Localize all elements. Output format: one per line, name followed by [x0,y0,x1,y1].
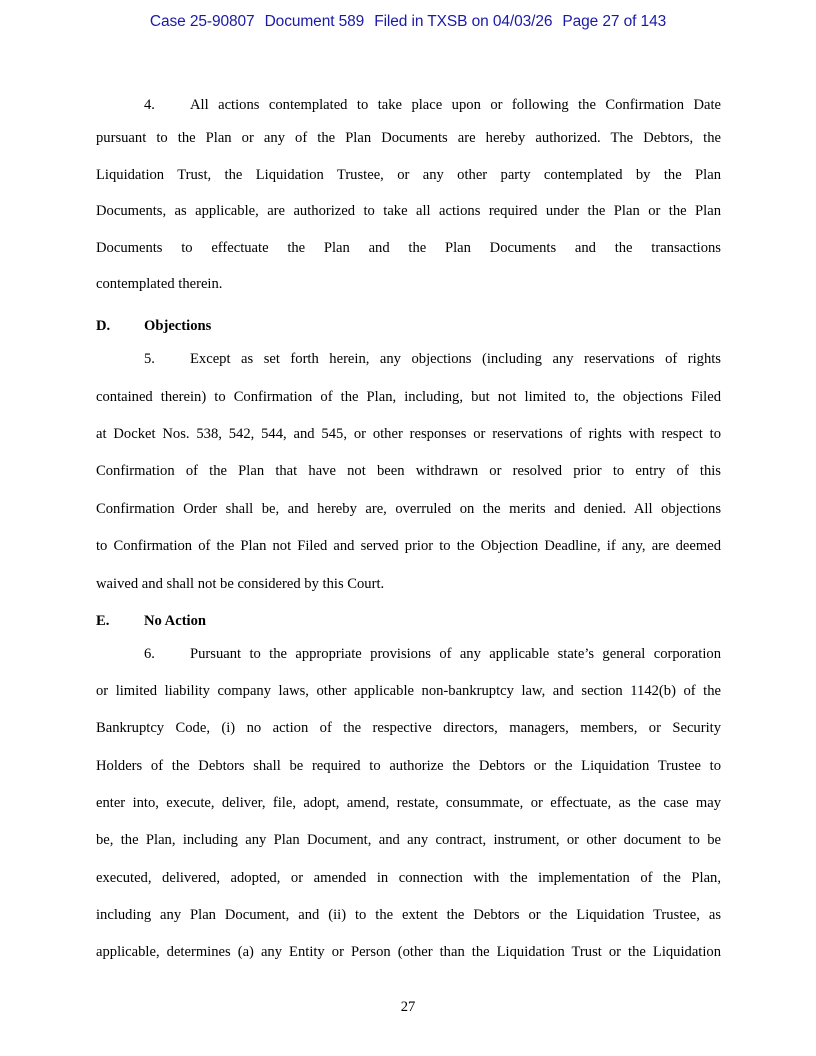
section-letter: E. [96,613,110,629]
paragraph-line: Pursuant to the appropriate provisions of any applicable state’s general corporation [190,646,721,662]
paragraph-line: contained therein) to Confirmation of the Plan, including, but not limited to, the objections Filed [96,389,721,405]
paragraph-line: Documents to effectuate the Plan and the Plan Documents and the transactions [96,240,721,256]
paragraph-line: All actions contemplated to take place upon or following the Confirmation Date [190,97,721,113]
paragraph-line: Confirmation of the Plan that have not been withdrawn or resolved prior to entry of this [96,463,721,479]
paragraph-line: be, the Plan, including any Plan Document, and any contract, instrument, or other document to be [96,832,721,848]
paragraph-line: including any Plan Document, and (ii) to the extent the Debtors or the Liquidation Trustee, as [96,907,721,923]
paragraph-line: pursuant to the Plan or any of the Plan Documents are hereby authorized. The Debtors, the [96,130,721,146]
paragraph-line: Except as set forth herein, any objections (including any reservations of rights [190,351,721,367]
paragraph-line: contemplated therein. [96,276,223,292]
case-number: Case 25-90807 [149,13,255,30]
section-title: Objections [144,318,212,334]
paragraph-line: to Confirmation of the Plan not Filed and served prior to the Objection Deadline, if any, are deemed [96,538,721,554]
page-info: Page 27 of 143 [562,13,667,30]
paragraph-line: executed, delivered, adopted, or amended in connection with the implementation of the Plan, [96,870,721,886]
paragraph-line: Confirmation Order shall be, and hereby are, overruled on the merits and denied. All objections [96,501,721,517]
filed-info: Filed in TXSB on 04/03/26 [374,13,553,30]
paragraph-line: Documents, as applicable, are authorized to take all actions required under the Plan or the Plan [96,203,721,219]
paragraph-line: enter into, execute, deliver, file, adopt, amend, restate, consummate, or effectuate, as the case may [96,795,721,811]
page-number: 27 [400,999,416,1015]
paragraph-line: Bankruptcy Code, (i) no action of the respective directors, managers, members, or Security [96,720,721,736]
section-title: No Action [144,613,207,629]
paragraph-line: Holders of the Debtors shall be required to authorize the Debtors or the Liquidation Trustee to [96,758,721,774]
paragraph-line: at Docket Nos. 538, 542, 544, and 545, or other responses or reservations of rights with respect to [96,426,721,442]
section-letter: D. [96,318,111,334]
court-filing-header [0,13,816,31]
paragraph-number: 5. [144,351,155,367]
document-number: Document 589 [264,13,365,30]
paragraph-number: 4. [144,97,155,113]
paragraph-number: 6. [144,646,155,662]
paragraph-line: applicable, determines (a) any Entity or Person (other than the Liquidation Trust or the Liquidation [96,944,721,960]
paragraph-line: waived and shall not be considered by this Court. [96,576,385,592]
paragraph-line: Liquidation Trust, the Liquidation Trustee, or any other party contemplated by the Plan [96,167,721,183]
paragraph-line: or limited liability company laws, other applicable non-bankruptcy law, and section 1142(b) of the [96,683,721,699]
